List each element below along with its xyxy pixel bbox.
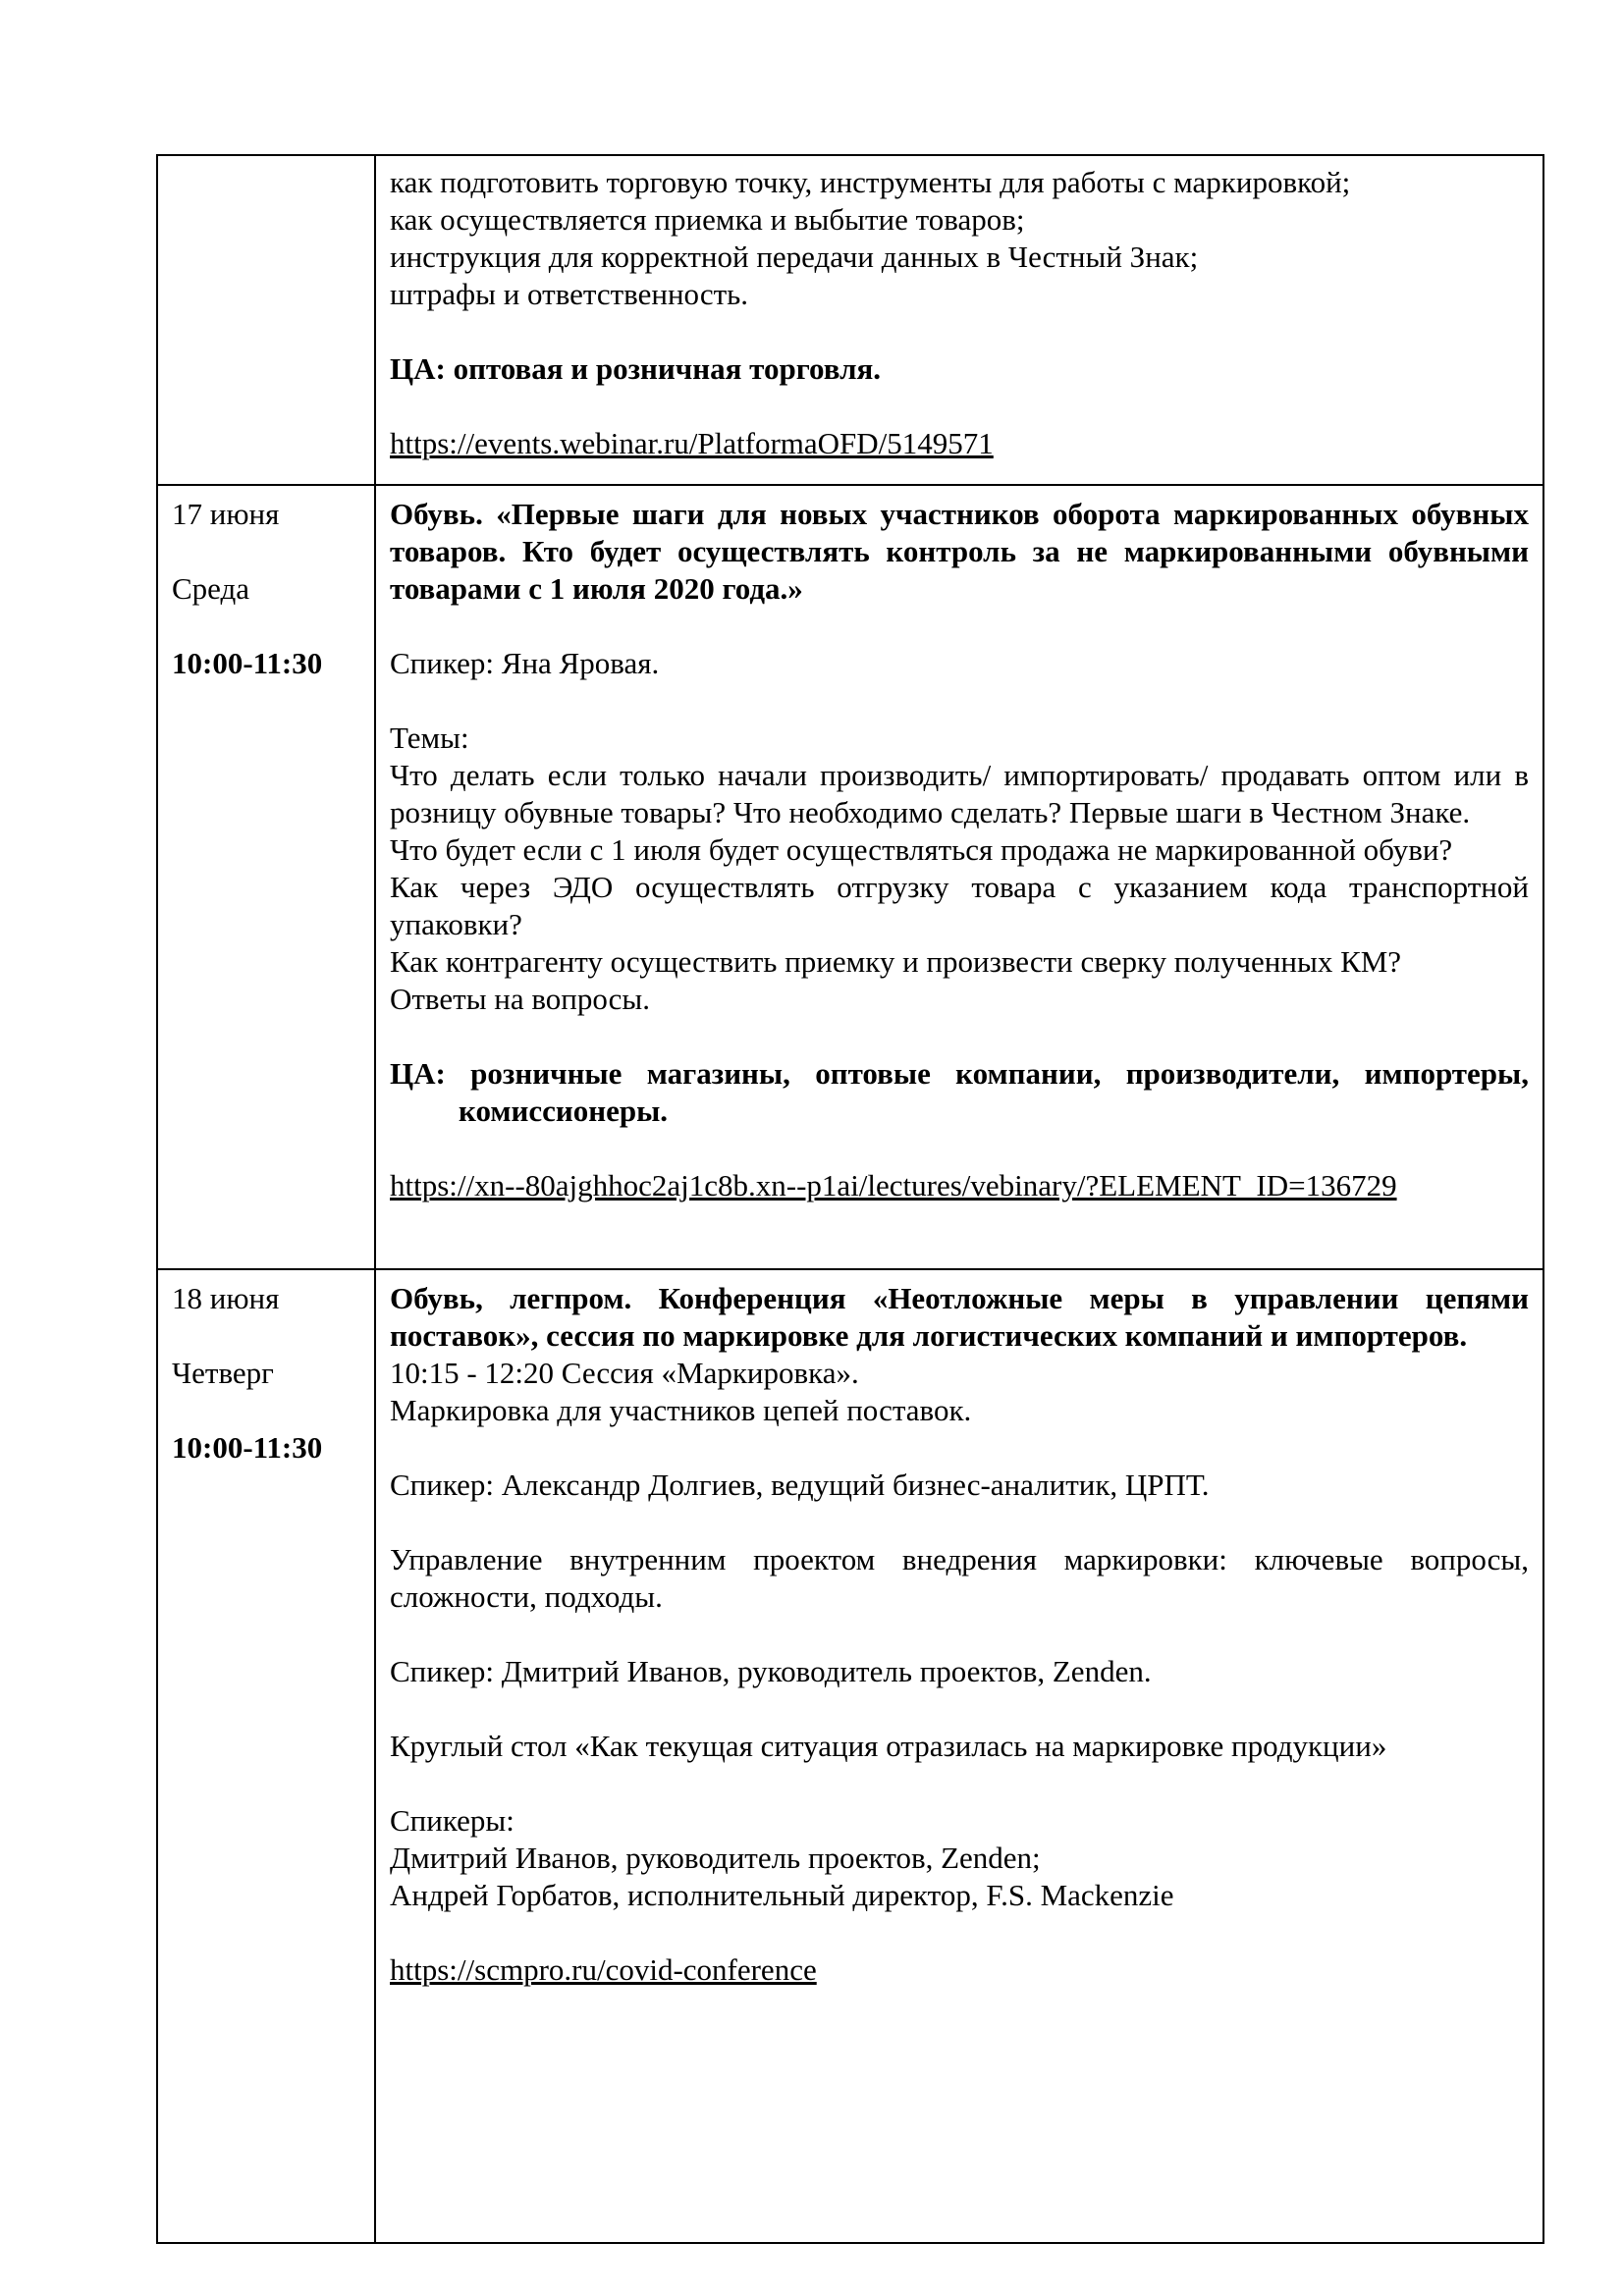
description-cell: [375, 485, 1543, 1269]
audience-text: ЦА: оптовая и розничная торговля.: [390, 351, 881, 386]
topic-item: Как контрагенту осуществить приемку и произвести сверку полученных КМ?: [390, 944, 1402, 979]
webinar-link[interactable]: https://events.webinar.ru/PlatformaOFD/5149571: [390, 426, 994, 460]
table-row: [157, 485, 1543, 1269]
topic-item: Что делать если только начали производить/ импортировать/ продавать оптом или в розницу обувные товары? Что необходимо сделать? Первые шаги в Честном Знаке.: [390, 758, 1529, 829]
event-weekday: Среда: [172, 571, 250, 606]
speaker-text: Спикер: Александр Долгиев, ведущий бизнес-аналитик, ЦРПТ.: [390, 1468, 1210, 1502]
speaker-text: Спикер: Яна Яровая.: [390, 646, 660, 680]
date-cell: [157, 155, 375, 485]
list-item: штрафы и ответственность.: [390, 277, 749, 311]
date-cell: [157, 485, 375, 1269]
description-cell: [375, 1269, 1543, 2243]
event-date: 18 июня: [172, 1281, 280, 1315]
date-cell: [157, 1269, 375, 2243]
event-date: 17 июня: [172, 497, 280, 531]
event-weekday: Четверг: [172, 1356, 274, 1390]
speaker-text: Спикер: Дмитрий Иванов, руководитель проектов, Zenden.: [390, 1654, 1152, 1688]
speakers-label: Спикеры:: [390, 1803, 514, 1838]
speaker-item: Андрей Горбатов, исполнительный директор, F.S. Mackenzie: [390, 1878, 1174, 1912]
conference-link[interactable]: https://scmpro.ru/covid-conference: [390, 1952, 817, 1987]
speaker-item: Дмитрий Иванов, руководитель проектов, Zenden;: [390, 1841, 1041, 1875]
talk-title: Круглый стол «Как текущая ситуация отразилась на маркировке продукции»: [390, 1729, 1387, 1763]
topic-item: Ответы на вопросы.: [390, 982, 650, 1016]
event-title: Обувь. «Первые шаги для новых участников оборота маркированных обувных товаров. Кто будет осуществлять контроль за не маркированными обувными товарами с 1 июля 2020 года.»: [390, 497, 1529, 606]
audience-text: ЦА: розничные магазины, оптовые компании, производители, импортеры, комиссионеры.: [390, 1056, 1529, 1128]
topic-item: Что будет если с 1 июля будет осуществляться продажа не маркированной обуви?: [390, 832, 1453, 867]
list-item: как подготовить торговую точку, инструменты для работы с маркировкой;: [390, 165, 1351, 199]
list-item: инструкция для корректной передачи данных в Честный Знак;: [390, 240, 1199, 274]
list-item: как осуществляется приемка и выбытие товаров;: [390, 202, 1025, 237]
session-text: 10:15 - 12:20 Сессия «Маркировка».: [390, 1356, 859, 1390]
talk-title: Управление внутренним проектом внедрения маркировки: ключевые вопросы, сложности, подходы.: [390, 1542, 1529, 1614]
table-row: [157, 155, 1543, 485]
event-time: 10:00-11:30: [172, 646, 323, 680]
schedule-table: [156, 154, 1544, 2244]
topic-item: Как через ЭДО осуществлять отгрузку товара с указанием кода транспортной упаковки?: [390, 870, 1529, 941]
event-time: 10:00-11:30: [172, 1430, 323, 1465]
topics-label: Темы:: [390, 721, 469, 755]
webinar-link[interactable]: https://xn--80ajghhoc2aj1c8b.xn--p1ai/lectures/vebinary/?ELEMENT_ID=136729: [390, 1168, 1397, 1202]
table-row: [157, 1269, 1543, 2243]
description-cell: [375, 155, 1543, 485]
talk-title: Маркировка для участников цепей поставок.: [390, 1393, 972, 1427]
event-title: Обувь, легпром. Конференция «Неотложные меры в управлении цепями поставок», сессия по маркировке для логистических компаний и импортеров.: [390, 1281, 1529, 1353]
